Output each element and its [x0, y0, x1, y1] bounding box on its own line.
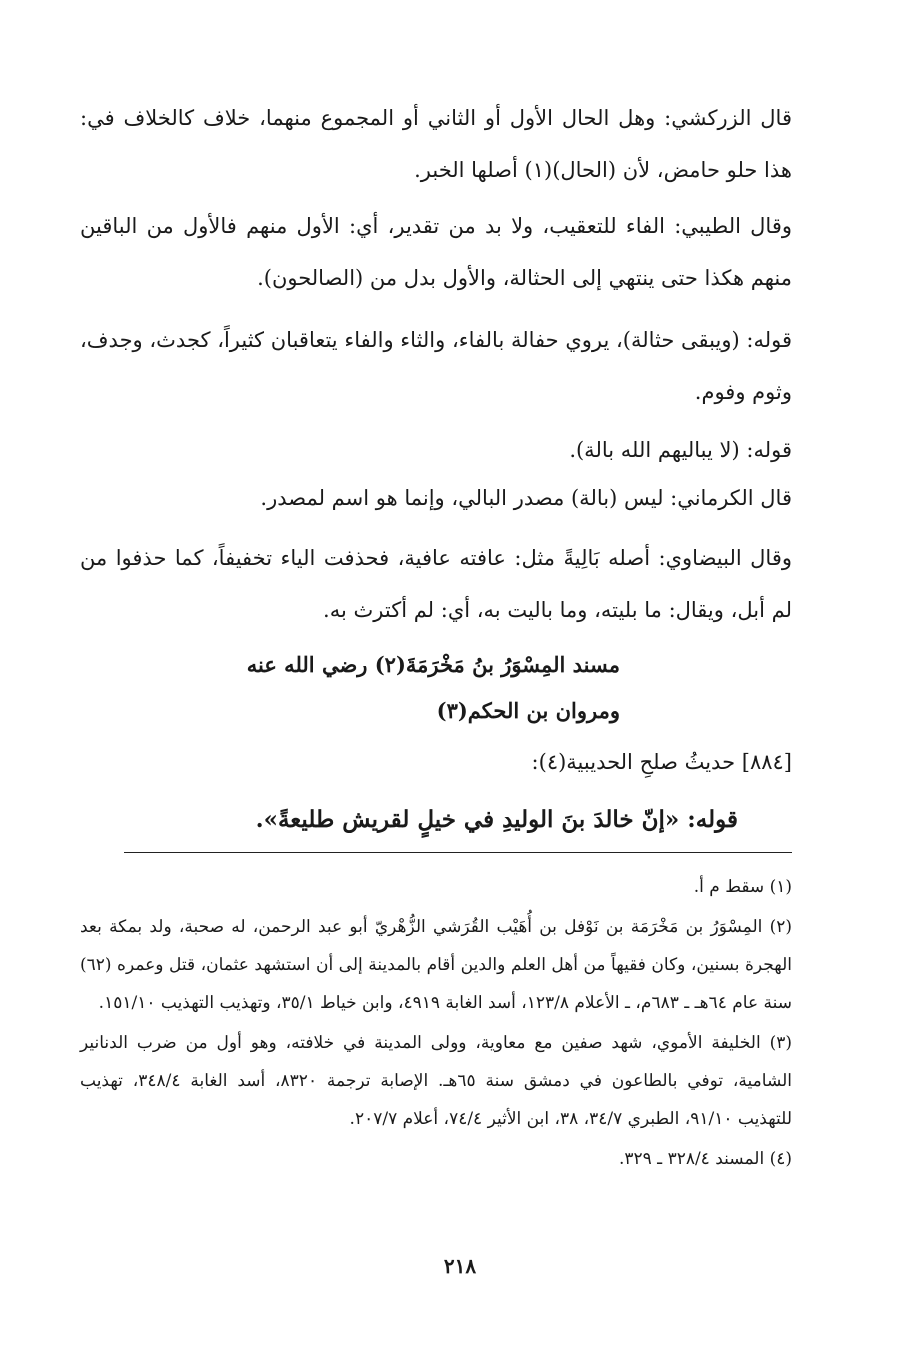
hadith-quote: قوله: «إنّ خالدَ بنَ الوليدِ في خيلٍ لقريش طليعةً».	[255, 806, 738, 833]
footnote-4: (٤) المسند ٣٢٨/٤ ـ ٣٢٩.	[618, 1149, 792, 1169]
hadith-title: حديثُ صلحِ الحديبية(٤):	[531, 750, 736, 774]
footnote-3: (٣) الخليفة الأموي، شهد صفين مع معاوية، وولى المدينة في خلافته، وهو أول من ضرب الدنانير الشامية، توفي بالطاعون في دمشق سنة ٦٥هـ. الإصابة ترجمة ٨٣٢٠، أسد الغابة ٣٤٨/٤، تهذيب للتهذيب ٩١/١٠، الطبري ٣٤/٧، ٣٨، ابن الأثير ٧٤/٤، أعلام ٢٠٧/٧.	[80, 1033, 793, 1129]
paragraph-tibi: وقال الطيبي: الفاء للتعقيب، ولا بد من تقدير، أي: الأول منهم فالأول من الباقين منهم هكذا حتى ينتهي إلى الحثالة، والأول بدل من (الصالحون).	[80, 214, 792, 290]
paragraph-baydawi: وقال البيضاوي: أصله بَالِيةً مثل: عافته عافية، فحذفت الياء تخفيفاً، كما حذفوا من لم أبل، ويقال: ما بليته، وما باليت به، أي: لم أكترث به.	[80, 546, 792, 622]
hadith-line	[532, 750, 792, 774]
page-number: ٢١٨	[443, 1254, 477, 1278]
footnotes	[80, 868, 792, 1180]
footnote-2: (٢) المِسْوَرُ بن مَخْرَمَة بن نَوْفل بن أُهَيْب القُرَشي الزُّهْريّ أبو عبد الرحمن، له صحبة، ولد بمكة بعد الهجرة بسنين، وكان فقيهاً من أهل العلم والدين أقام بالمدينة إلى أن استشهد عثمان، قتل وعمره (٦٢) سنة عام ٦٤هـ ـ ٦٨٣م، ـ الأعلام ١٢٣/٨، أسد الغابة ٤٩١٩، وابن خياط ٣٥/١، وتهذيب التهذيب ١٥١/١٠.	[80, 917, 792, 1013]
paragraph-kirmani: قال الكرماني: ليس (بالة) مصدر البالي، وإنما هو اسم لمصدر.	[260, 486, 792, 510]
paragraph-bala: قوله: (لا يباليهم الله بالة).	[569, 438, 792, 462]
musnad-heading-line2: ومروان بن الحكم(٣)	[436, 698, 620, 723]
musnad-heading-line1: مسند المِسْوَرُ بنُ مَخْرَمَةَ(٢) رضي الله عنه	[246, 652, 620, 677]
footnote-divider	[124, 852, 792, 853]
paragraph-zarkashi: قال الزركشي: وهل الحال الأول أو الثاني أو المجموع منهما، خلاف كالخلاف في: هذا حلو حامض، لأن (الحال)(١) أصلها الخبر.	[80, 106, 792, 182]
footnote-1: (١) سقط م أ.	[693, 877, 792, 897]
paragraph-huthala: قوله: (ويبقى حثالة)، يروي حفالة بالفاء، والثاء والفاء يتعاقبان كثيراً، كجدث، وجدف، وثوم وفوم.	[80, 328, 792, 404]
hadith-number: [٨٨٤]	[741, 750, 792, 774]
